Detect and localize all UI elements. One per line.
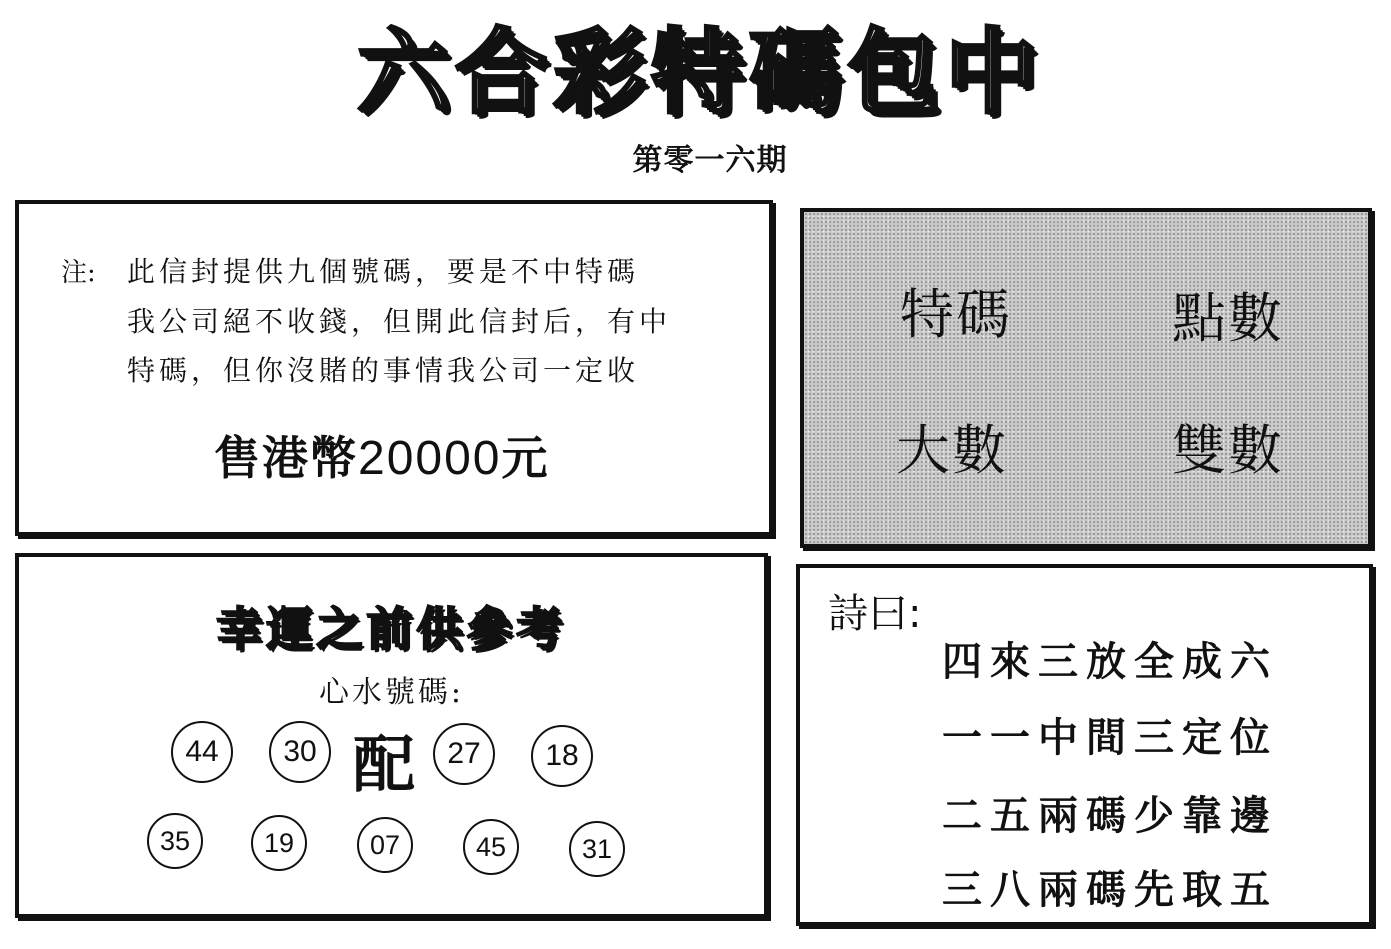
price-amount: 20000 bbox=[358, 432, 502, 485]
property-label: 特碼 bbox=[900, 283, 1012, 346]
number-ball: 19 bbox=[251, 815, 307, 871]
lucky-numbers-panel bbox=[15, 553, 768, 918]
number-ball: 27 bbox=[433, 723, 495, 785]
number-ball: 35 bbox=[147, 813, 203, 869]
note-label: 注: bbox=[61, 258, 96, 288]
poem-panel bbox=[796, 564, 1373, 926]
poem-line: 三八兩碼先取五 bbox=[942, 866, 1278, 913]
pair-label: 配 bbox=[353, 728, 416, 801]
note-line: 此信封提供九個號碼，要是不中特碼 bbox=[127, 255, 640, 288]
poem-line: 二五兩碼少靠邊 bbox=[942, 792, 1278, 839]
notice-panel bbox=[15, 200, 773, 536]
price-prefix: 售港幣 bbox=[214, 431, 358, 485]
number-ball: 44 bbox=[171, 721, 233, 783]
poem-label: 詩曰: bbox=[828, 591, 922, 637]
property-label: 雙數 bbox=[1172, 419, 1284, 482]
property-label: 點數 bbox=[1172, 287, 1284, 350]
issue-number: 第零一六期 bbox=[632, 143, 788, 178]
note-line: 我公司絕不收錢，但開此信封后，有中 bbox=[127, 305, 672, 338]
note-line: 特碼，但你沒賭的事情我公司一定收 bbox=[127, 354, 640, 387]
number-ball: 45 bbox=[463, 819, 519, 875]
number-ball: 31 bbox=[569, 821, 625, 877]
properties-panel bbox=[800, 208, 1372, 548]
price-text bbox=[214, 422, 549, 488]
number-ball: 18 bbox=[531, 725, 593, 787]
poem-line: 四來三放全成六 bbox=[942, 638, 1278, 685]
lucky-subtitle: 心水號碼: bbox=[318, 675, 465, 710]
page-title: 六合彩特碼包中 bbox=[356, 18, 1043, 126]
poem-line: 一一中間三定位 bbox=[942, 714, 1278, 761]
property-label: 大數 bbox=[896, 419, 1008, 482]
price-suffix: 元 bbox=[501, 431, 550, 485]
number-ball: 07 bbox=[357, 817, 413, 873]
number-ball: 30 bbox=[269, 721, 331, 783]
lucky-title: 幸運之前供參考 bbox=[216, 602, 567, 656]
